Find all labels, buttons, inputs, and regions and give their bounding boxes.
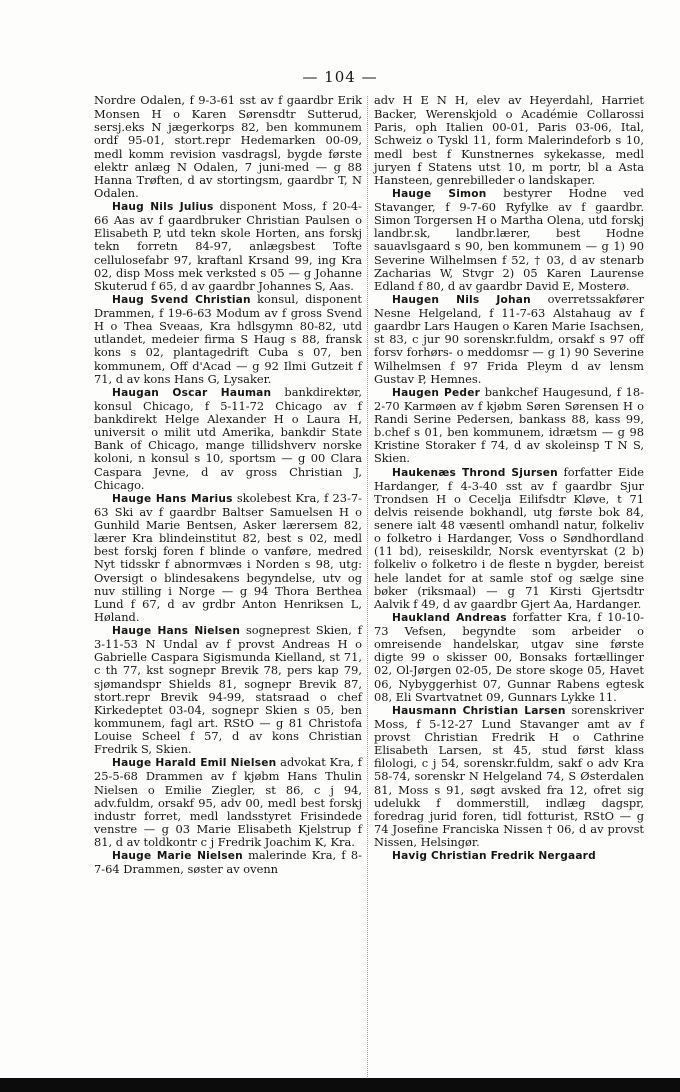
entry-text: sogneprest Skien, f 3-11-53 N Undal av f provst Andreas H o Gabrielle Caspara Sigismunda Kielland, st 71, c th 77, kst sognepr Brevik 78, pers kap 79, sjømandspr Shields 81, sognepr Brevik 87, stort.repr Brevik 94-99, statsraad o chef Kirkedeptet 03-04, sognepr Skien s 05, ben kommunem, fagl art. RStO — g 81 Christofa Louise Scheel f 57, d av kons Christian Fredrik S, Skien. bbox=[94, 623, 362, 757]
entry bbox=[94, 200, 362, 293]
entry-text: overretssakfører Nesne Helgeland, f 11-7-63 Alstahaug av f gaardbr Lars Haugen o Karen Marie Isachsen, st 83, c jur 90 sorenskr.fuldm, orsakf s 97 off forsv forhørs- o meddomsr — g 1) 90 Severine Wilhelmsen f 97 Frida Pleym d av lensm Gustav P, Hemnes. bbox=[374, 291, 644, 386]
entry bbox=[374, 187, 644, 293]
entry-name: Haukland Andreas bbox=[392, 611, 507, 624]
entry bbox=[94, 94, 362, 200]
entry-text: skolebest Kra, f 23-7-63 Ski av f gaardbr Baltser Samuelsen H o Gunhild Marie Bentsen, Asker lærersem 82, lærer Kra blindeinstitut 82, best s 02, medl best forskj foren f blinde o vanføre, medred Nyt tidsskr f abnormvæs i Norden s 98, utg: Oversigt o blindesakens begyndelse, utv og nuv stilling i Norge — g 94 Thora Berthea Lund f 67, d av grdbr Anton Henriksen L, Høland. bbox=[94, 490, 363, 624]
entry-text: adv H E N H, elev av Heyerdahl, Harriet Backer, Werenskjold o Académie Collarossi Paris, oph Italien 00-01, Paris 03-06, Ital, Schweiz o Tyskl 11, form Malerindeforb s 10, medl best f Kunstnernes sykekasse, medl juryen f Statens utst 10, m portr, bl a Asta Hansteen, genrebilleder o landskaper. bbox=[374, 93, 644, 187]
entry bbox=[374, 94, 644, 187]
entry bbox=[94, 492, 362, 624]
entry-name: Haug Nils Julius bbox=[112, 201, 214, 213]
entry-text: bankdirektør, konsul Chicago, f 5-11-72 Chicago av f bankdirekt Helge Alexander H o Laura H, universit o milit utd Amerika, bankdir State Bank of Chicago, mange tillidshverv norske koloni, n konsul s 10, sportsm — g 00 Clara Caspara Jevne, d av gross Christian J, Chicago. bbox=[94, 384, 362, 492]
entry-name: Haugen Peder bbox=[392, 386, 481, 399]
entry bbox=[94, 624, 362, 756]
entry bbox=[374, 386, 644, 466]
entry-name: Hauge Hans Marius bbox=[112, 492, 233, 505]
entry-name: Hauge Hans Nielsen bbox=[112, 625, 241, 637]
scan-bottom-edge bbox=[0, 1078, 680, 1092]
right-column bbox=[374, 94, 644, 863]
entry bbox=[374, 611, 644, 704]
entry-name: Havig Christian Fredrik Nergaard bbox=[392, 850, 596, 863]
entry bbox=[374, 704, 644, 849]
entry bbox=[94, 849, 362, 876]
entry-name: Haugen Nils Johan bbox=[392, 293, 531, 306]
entry bbox=[374, 293, 644, 386]
entry bbox=[94, 756, 362, 849]
entry-name: Hauge Simon bbox=[392, 187, 487, 200]
entry-text: advokat Kra, f 25-5-68 Drammen av f kjøbm Hans Thulin Nielsen o Emilie Ziegler, st 86, c j 94, adv.fuldm, orsakf 95, adv 00, medl best forskj industr forret, medl landsstyret Frisindede venstre — g 03 Marie Elisabeth Kjelstrup f 81, d av toldkontr c j Fredrik Joachim K, Kra. bbox=[94, 755, 362, 849]
entry-name: Haug Svend Christian bbox=[112, 293, 251, 306]
entry-text: konsul, disponent Drammen, f 19-6-63 Modum av f gross Svend H o Thea Sveaas, Kra hdlsgymn 80-82, utd utlandet, medeier firma S Haug s 88, fransk kons s 02, plantagedrift Cuba s 07, ben kommunem, Off d'Acad — g 92 Ilmi Gutzeit f 71, d av kons Hans G, Lysaker. bbox=[94, 291, 362, 386]
entry-text: bankchef Haugesund, f 18-2-70 Karmøen av f kjøbm Søren Sørensen H o Randi Serine Pedersen, bankass 88, kass 99, b.chef s 01, ben kommunem, idrætsm — g 98 Kristine Storaker f 74, d av skoleinsp T N S, Skien. bbox=[374, 384, 644, 466]
entry bbox=[94, 293, 362, 386]
entry bbox=[374, 849, 644, 863]
entry bbox=[374, 466, 644, 611]
entry-name: Haukenæs Thrond Sjursen bbox=[392, 466, 558, 479]
entry-text: disponent Moss, f 20-4-66 Aas av f gaardbruker Christian Paulsen o Elisabeth P, utd tekn skole Horten, ans forskj tekn forretn 84-97, anlægsbest Tofte cellulosefabr 97, kraftanl Krsand 99, ing Kra 02, disp Moss mek verksted s 05 — g Johanne Skuterud f 65, d av gaardbr Johannes S, Aas. bbox=[94, 199, 362, 293]
left-column bbox=[94, 94, 362, 876]
column-divider bbox=[367, 96, 368, 1081]
entry-name: Hausmann Christian Larsen bbox=[392, 704, 566, 717]
entry-name: Hauge Marie Nielsen bbox=[112, 850, 243, 863]
entry-text: sorenskriver Moss, f 5-12-27 Lund Stavanger amt av f provst Christian Fredrik H o Cathrine Elisabeth Larsen, st 45, stud først klass filologi, c j 54, sorenskr.fuldm, sakf o adv Kra 58-74, sorenskr N Helgeland 74, S Østerdalen 81, Moss s 91, søgt avsked fra 12, ofret sig udelukk f dommerstill, indlæg dagspr, foredrag jurid foren, tidl fotturist, RStO — g 74 Josefine Franciska Nissen † 06, d av provst Nissen, Helsingør. bbox=[374, 702, 644, 849]
entry bbox=[94, 386, 362, 492]
entry-text: Nordre Odalen, f 9-3-61 sst av f gaardbr Erik Monsen H o Karen Sørensdtr Sutterud, sersj.eks N jægerkorps 82, ben kommunem ordf 95-01, stort.repr Hedemarken 00-09, medl komm revision vasdragsl, bygde første elektr anlæg N Odalen, 7 juni-med — g 88 Hanna Trøften, d av stortingsm, gaardbr T, N Odalen. bbox=[94, 93, 362, 200]
entry-text: forfatter Eide Hardanger, f 4-3-40 sst av f gaardbr Sjur Trondsen H o Cecelja Eilifsdtr Kløve, t 71 delvis reisende bokhandl, utg første bok 84, senere ialt 48 væsentl omhandl natur, folkeliv o folketro i Hardanger, Voss o Søndhordland (11 bd), reiseskildr, Norsk eventyrskat (2 b) folkeliv o folketro i de fleste n bygder, bereist hele landet for at samle stof og sælge sine bøker (riksmaal) — g 71 Kirsti Gjertsdtr Aalvik f 49, d av gaardbr Gjert Aa, Hardanger. bbox=[374, 464, 644, 611]
entry-text: malerinde Kra, f 8-7-64 Drammen, søster av ovenn bbox=[94, 848, 362, 877]
entry-text: forfatter Kra, f 10-10-73 Vefsen, begyndte som arbeider o omreisende handelskar, utgav sine første digte 99 o skisser 00, Bonsaks fortællinger 02, Ol-Jørgen 02-05, De store skoge 05, Havet 06, Nybyggerhist 07, Gunnar Rabens egtesk 08, Eli Svartvatnet 09, Gunnars Lykke 11. bbox=[374, 609, 644, 704]
entry-name: Haugan Oscar Hauman bbox=[112, 386, 272, 399]
page-number: — 104 — bbox=[302, 68, 378, 86]
entry-name: Hauge Harald Emil Nielsen bbox=[112, 757, 277, 770]
entry-text: bestyrer Hodne ved Stavanger, f 9-7-60 Ryfylke av f gaardbr. Simon Torgersen H o Martha Olena, utd forskj landbr.sk, landbr.lærer, best Hodne sauavlsgaard s 90, ben kommunem — g 1) 90 Severine Wilhelmsen f 52, † 03, d av stenarb Zacharias W, Stvgr 2) 05 Karen Laurense Edland f 80, d av gaardbr David E, Mosterø. bbox=[374, 185, 644, 293]
